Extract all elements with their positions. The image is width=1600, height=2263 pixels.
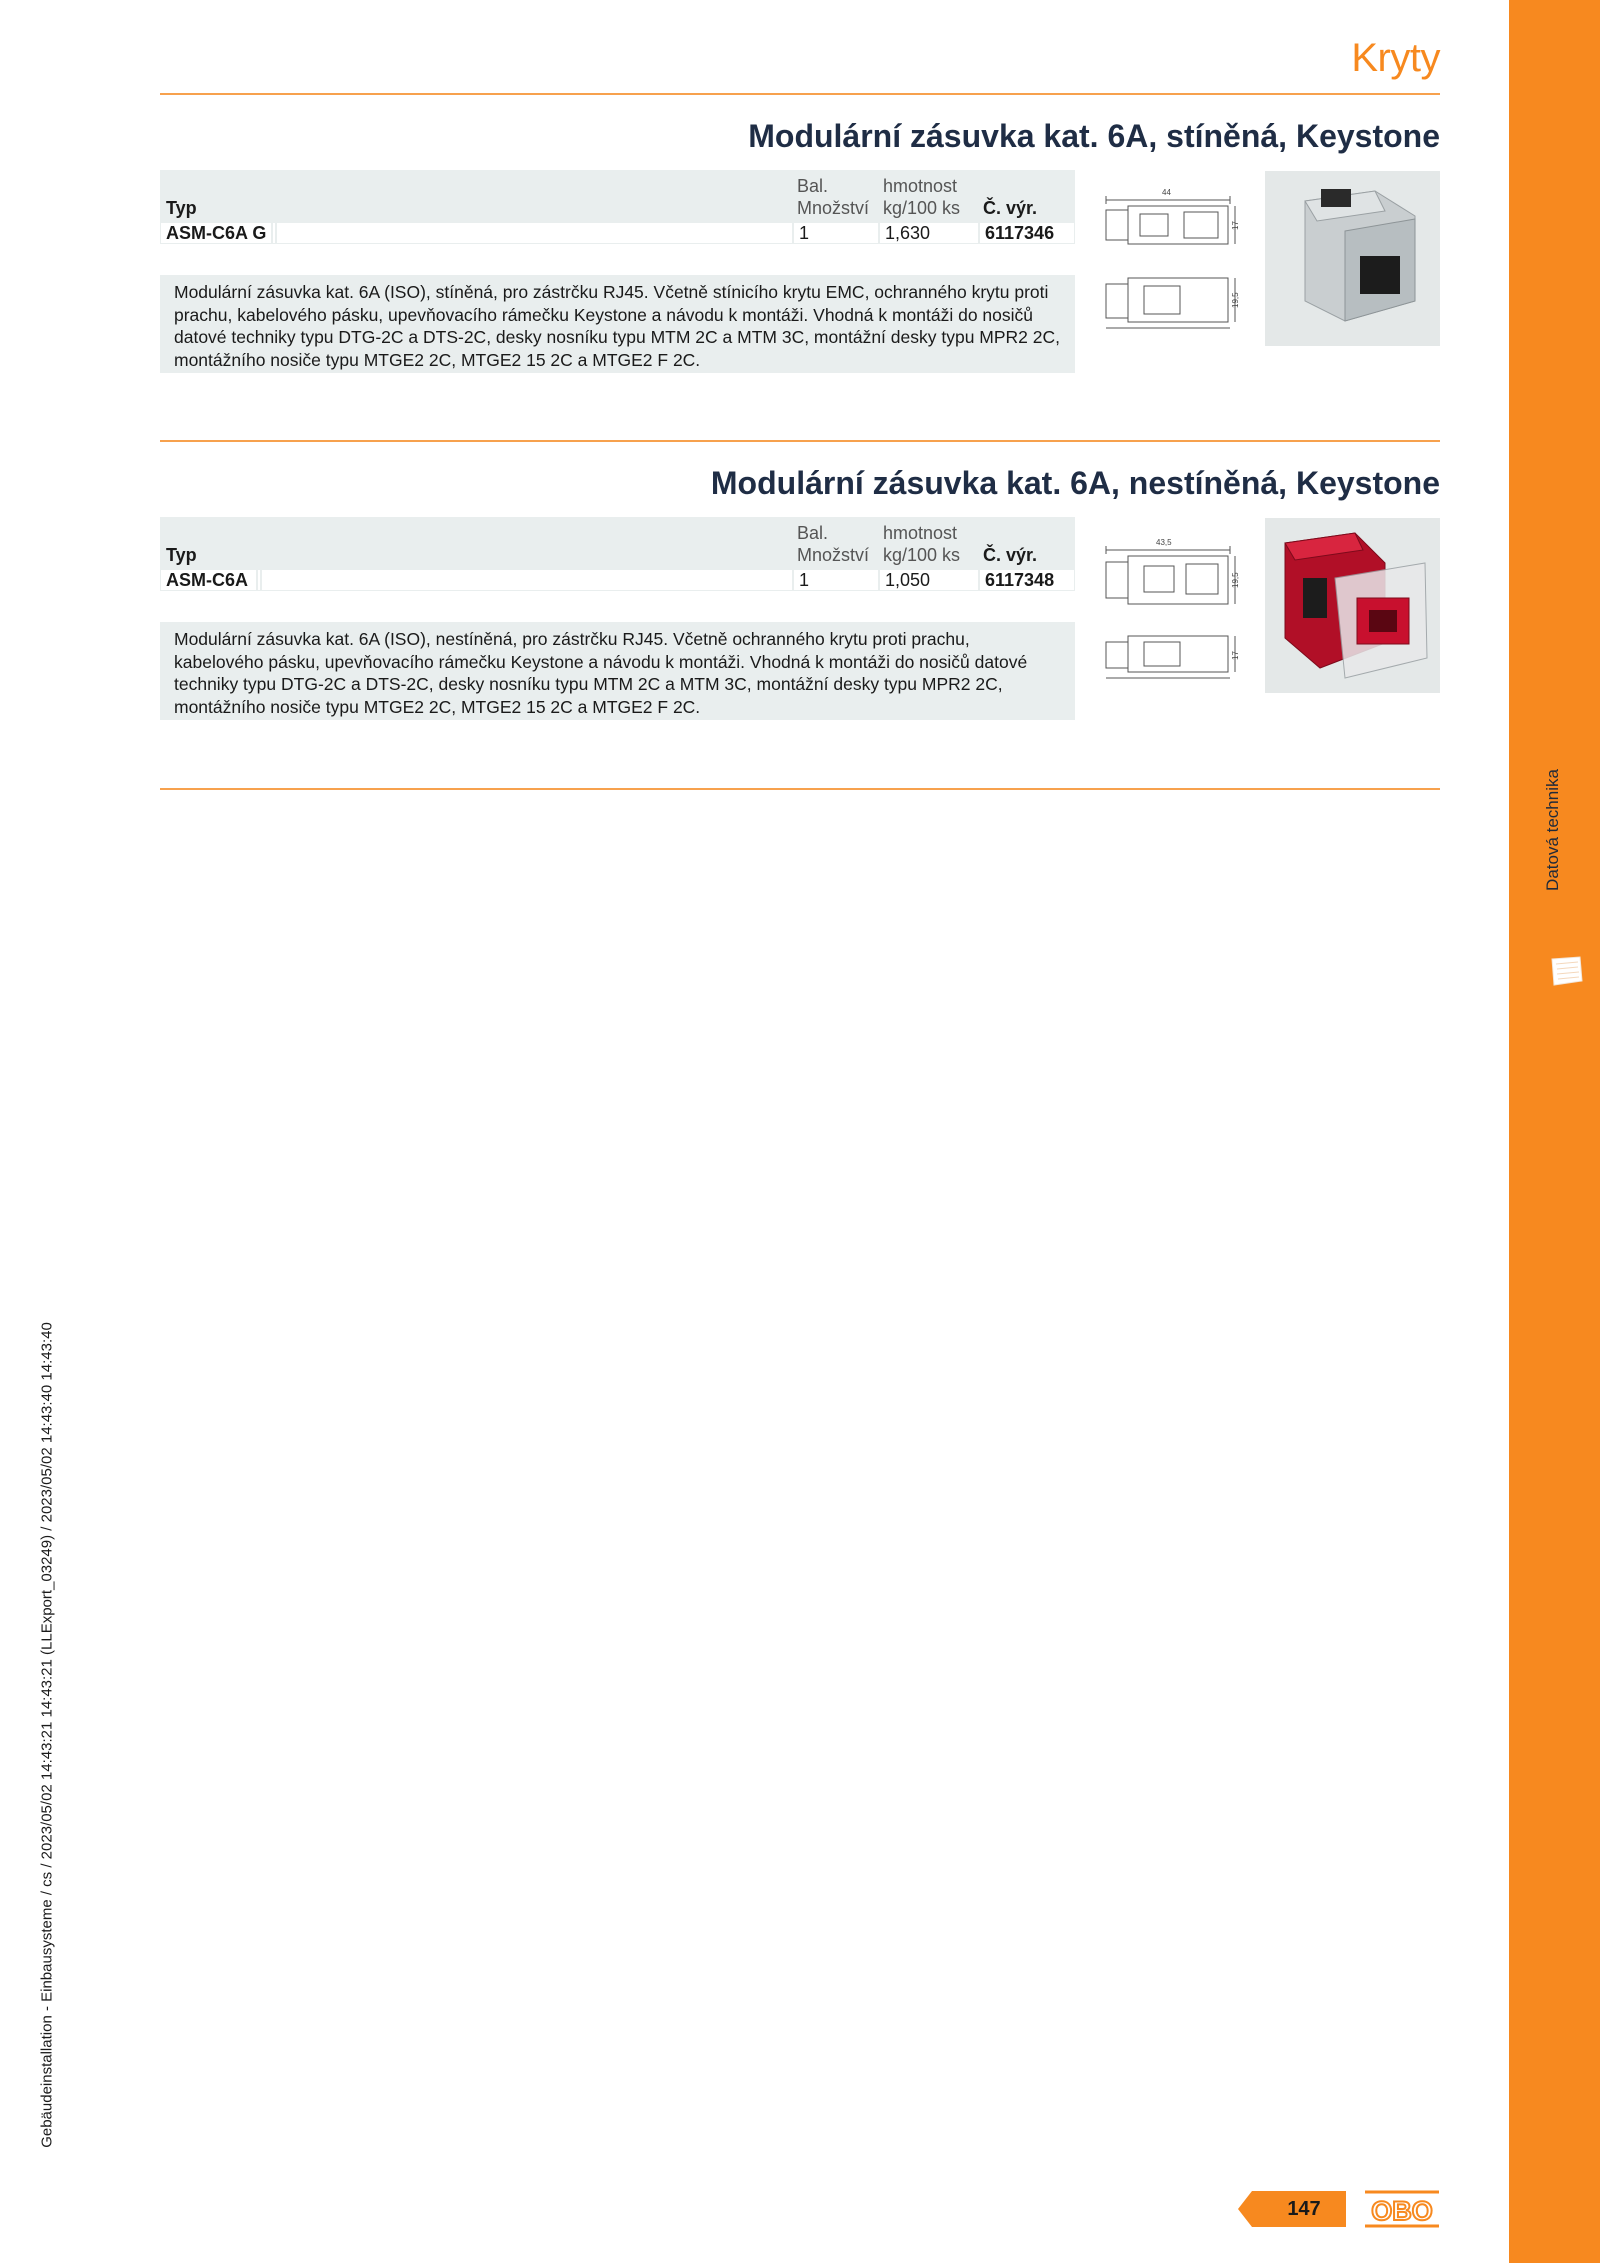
col-mnozstvi: Bal. Množství xyxy=(797,523,870,565)
document-metadata: Gebäudeinstallation - Einbausysteme / cs / 2023/05/02 14:43:21 14:43:21 (LLExport_03249) / 2023/05/02 14:43:40 14:43:40 xyxy=(38,1322,56,2148)
section-divider xyxy=(160,440,1440,442)
product-description: Modulární zásuvka kat. 6A (ISO), stíněná, pro zástrčku RJ45. Včetně stínicího krytu EMC, ochranného krytu proti prachu, kabelového pásku, upevňovacího rámečku Keystone a návodu k montáži. Vhodná k montáži do nosičů datové techniky typu DTG-2C a DTS-2C, desky nosníku typu MTM 2C a MTM 3C, montážní desky typu MPR2 2C, montážního nosiče typu MTGE2 2C, MTGE2 15 2C a MTGE2 F 2C. xyxy=(160,275,1075,373)
table-header xyxy=(160,170,1075,222)
dim-top-height: 17 xyxy=(1231,221,1240,230)
section-divider xyxy=(160,788,1440,790)
cell-empty xyxy=(262,570,792,590)
col-typ: Typ xyxy=(166,545,197,565)
dim-top-width: 43,5 xyxy=(1156,538,1172,547)
side-section-label: Datová technika xyxy=(1543,769,1562,891)
cell-typ: ASM-C6A G xyxy=(161,223,271,243)
cell-empty xyxy=(277,223,792,243)
dim-bottom-height: 17 xyxy=(1231,651,1240,660)
table-header xyxy=(160,517,1075,569)
cell-typ: ASM-C6A xyxy=(161,570,256,590)
technical-drawing xyxy=(1100,186,1240,338)
page-header-title: Kryty xyxy=(1351,36,1440,80)
page-number: 147 xyxy=(1287,2198,1321,2220)
col-typ: Typ xyxy=(166,198,197,218)
table-row xyxy=(160,222,1075,244)
side-bar xyxy=(1509,0,1600,2263)
dim-top-height: 19,5 xyxy=(1231,572,1240,588)
dim-bottom-height: 19,5 xyxy=(1231,292,1240,308)
col-cislo: Č. výr. xyxy=(983,198,1038,218)
product-table xyxy=(160,170,1075,244)
cell-mnozstvi: 1 xyxy=(794,223,878,243)
obo-logo xyxy=(1362,2190,1442,2228)
product-table xyxy=(160,517,1075,591)
header-divider xyxy=(160,93,1440,95)
col-hmotnost: hmotnost kg/100 ks xyxy=(883,523,961,565)
cell-spacer xyxy=(273,223,275,243)
product-photo xyxy=(1265,518,1440,693)
product-description: Modulární zásuvka kat. 6A (ISO), nestíněná, pro zástrčku RJ45. Včetně ochranného krytu proti prachu, kabelového pásku, upevňovacího rámečku Keystone a návodu k montáži. Vhodná k montáži do nosičů datové techniky typu DTG-2C a DTS-2C, desky nosníku typu MTM 2C a MTM 3C, montážní desky typu MPR2 2C, montážního nosiče typu MTGE2 2C, MTGE2 15 2C a MTGE2 F 2C. xyxy=(160,622,1075,720)
cell-spacer xyxy=(258,570,260,590)
col-cislo: Č. výr. xyxy=(983,545,1038,565)
cell-hmotnost: 1,630 xyxy=(880,223,978,243)
cell-cislo: 6117348 xyxy=(980,570,1074,590)
dim-top-width: 44 xyxy=(1162,188,1171,197)
product-title: Modulární zásuvka kat. 6A, stíněná, Keystone xyxy=(748,118,1440,154)
cell-hmotnost: 1,050 xyxy=(880,570,978,590)
col-hmotnost: hmotnost kg/100 ks xyxy=(883,176,961,218)
product-photo xyxy=(1265,171,1440,346)
col-mnozstvi: Bal. Množství xyxy=(797,176,870,218)
technical-drawing xyxy=(1100,536,1240,688)
logo-text: OBO xyxy=(1371,2196,1433,2226)
data-technology-icon xyxy=(1548,955,1584,987)
cell-cislo: 6117346 xyxy=(980,223,1074,243)
table-row xyxy=(160,569,1075,591)
cell-mnozstvi: 1 xyxy=(794,570,878,590)
product-title: Modulární zásuvka kat. 6A, nestíněná, Keystone xyxy=(710,465,1440,501)
